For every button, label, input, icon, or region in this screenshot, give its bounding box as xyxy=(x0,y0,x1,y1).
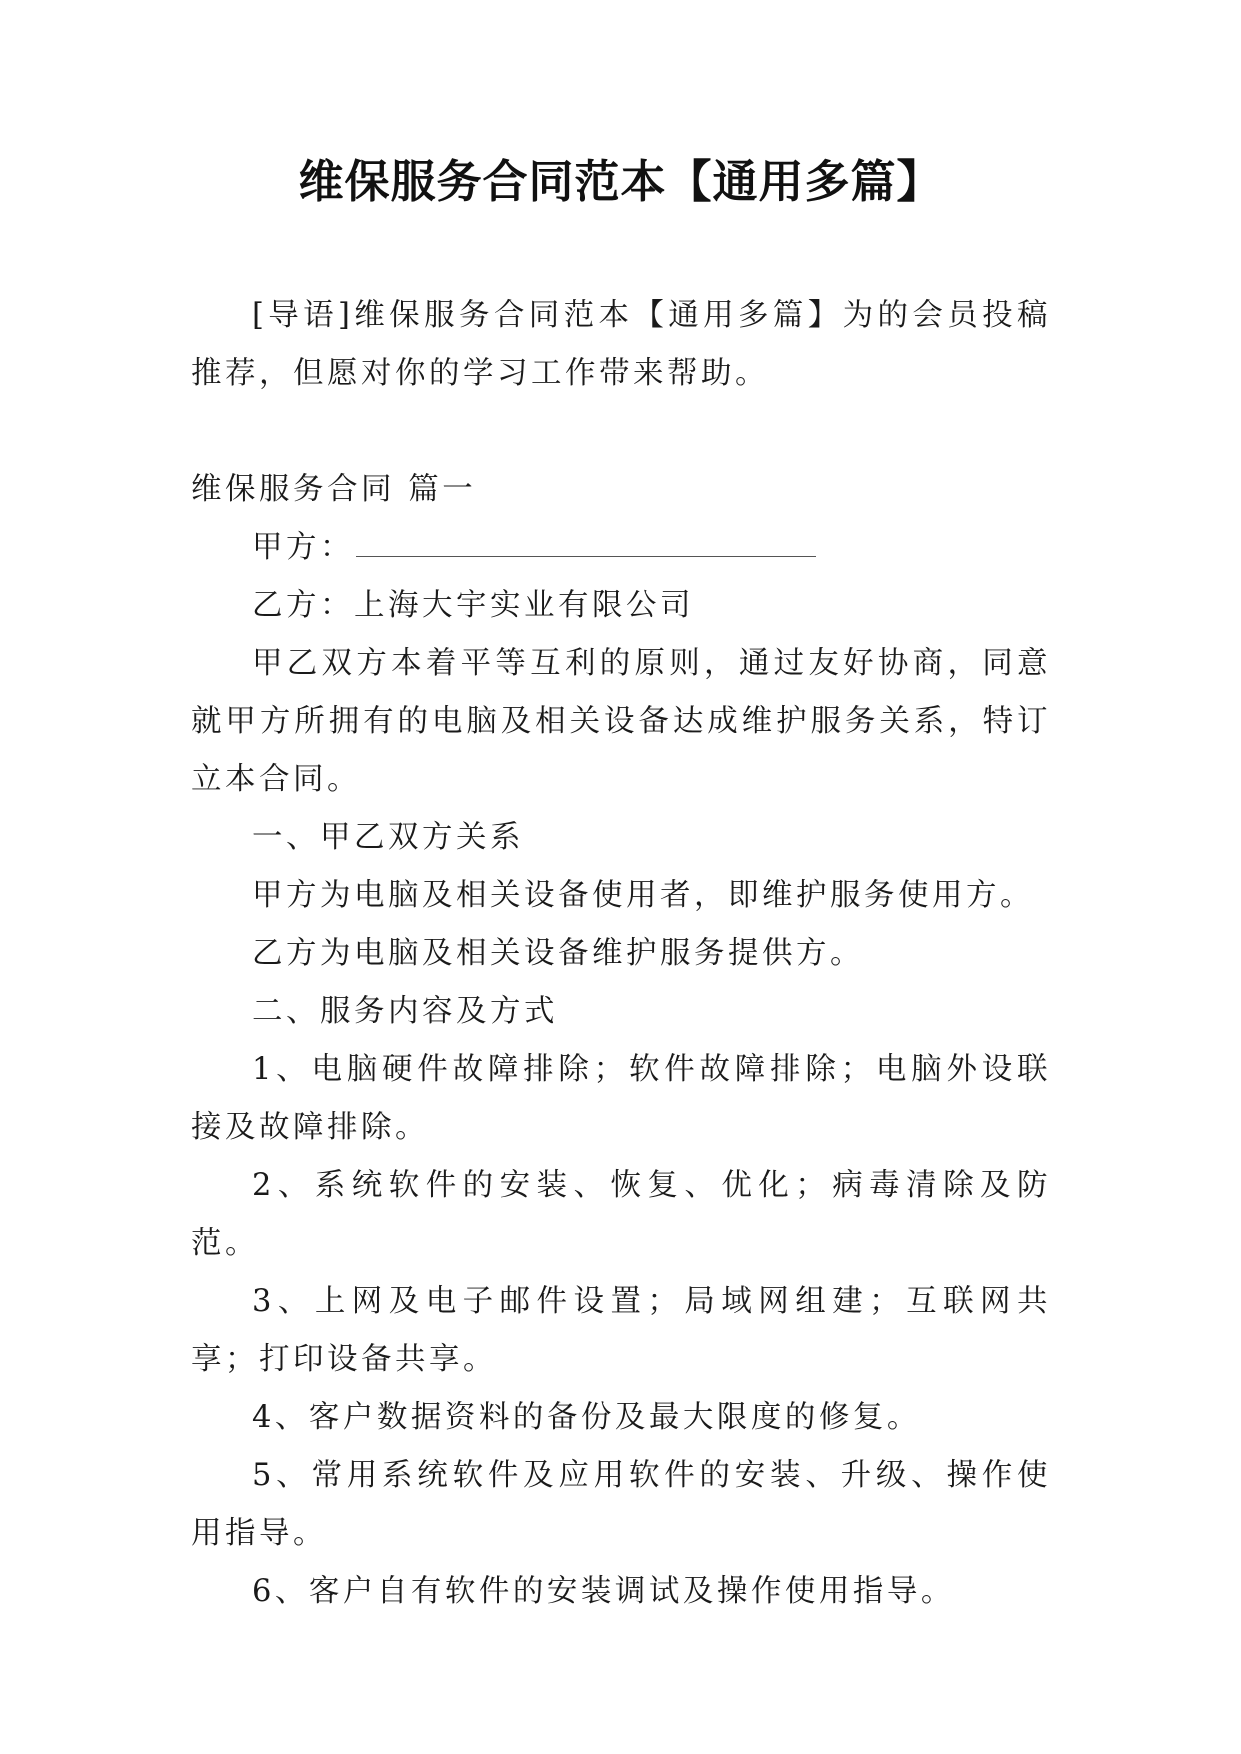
document-body xyxy=(191,287,1051,1621)
clause-1-party-b: 乙方为电脑及相关设备维护服务提供方。 xyxy=(252,936,864,971)
intro-paragraph: [导语]维保服务合同范本【通用多篇】为的会员投稿推荐，但愿对你的学习工作带来帮助。 xyxy=(191,298,1051,391)
preamble-paragraph: 甲乙双方本着平等互利的原则，通过友好协商，同意就甲方所拥有的电脑及相关设备达成维护服务关系，特订立本合同。 xyxy=(191,646,1051,797)
service-item-5: 5、常用系统软件及应用软件的安装、升级、操作使用指导。 xyxy=(191,1458,1051,1551)
service-item-1: 1、电脑硬件故障排除；软件故障排除；电脑外设联接及故障排除。 xyxy=(191,1052,1051,1145)
service-item-2: 2、系统软件的安装、恢复、优化；病毒清除及防范。 xyxy=(191,1168,1051,1261)
party-b-line: 乙方：上海大宇实业有限公司 xyxy=(252,588,694,623)
party-a-blank xyxy=(356,530,816,557)
section-heading: 维保服务合同 篇一 xyxy=(191,472,477,507)
service-item-6: 6、客户自有软件的安装调试及操作使用指导。 xyxy=(252,1574,955,1609)
clause-2-heading: 二、服务内容及方式 xyxy=(252,994,558,1029)
party-a-line xyxy=(191,519,1051,577)
service-item-4: 4、客户数据资料的备份及最大限度的修复。 xyxy=(252,1400,921,1435)
party-a-label: 甲方： xyxy=(252,530,354,565)
service-item-3: 3、上网及电子邮件设置；局域网组建；互联网共享；打印设备共享。 xyxy=(191,1284,1051,1377)
document-title: 维保服务合同范本【通用多篇】 xyxy=(298,155,943,208)
clause-1-heading: 一、甲乙双方关系 xyxy=(252,820,524,855)
clause-1-party-a: 甲方为电脑及相关设备使用者，即维护服务使用方。 xyxy=(252,878,1034,913)
